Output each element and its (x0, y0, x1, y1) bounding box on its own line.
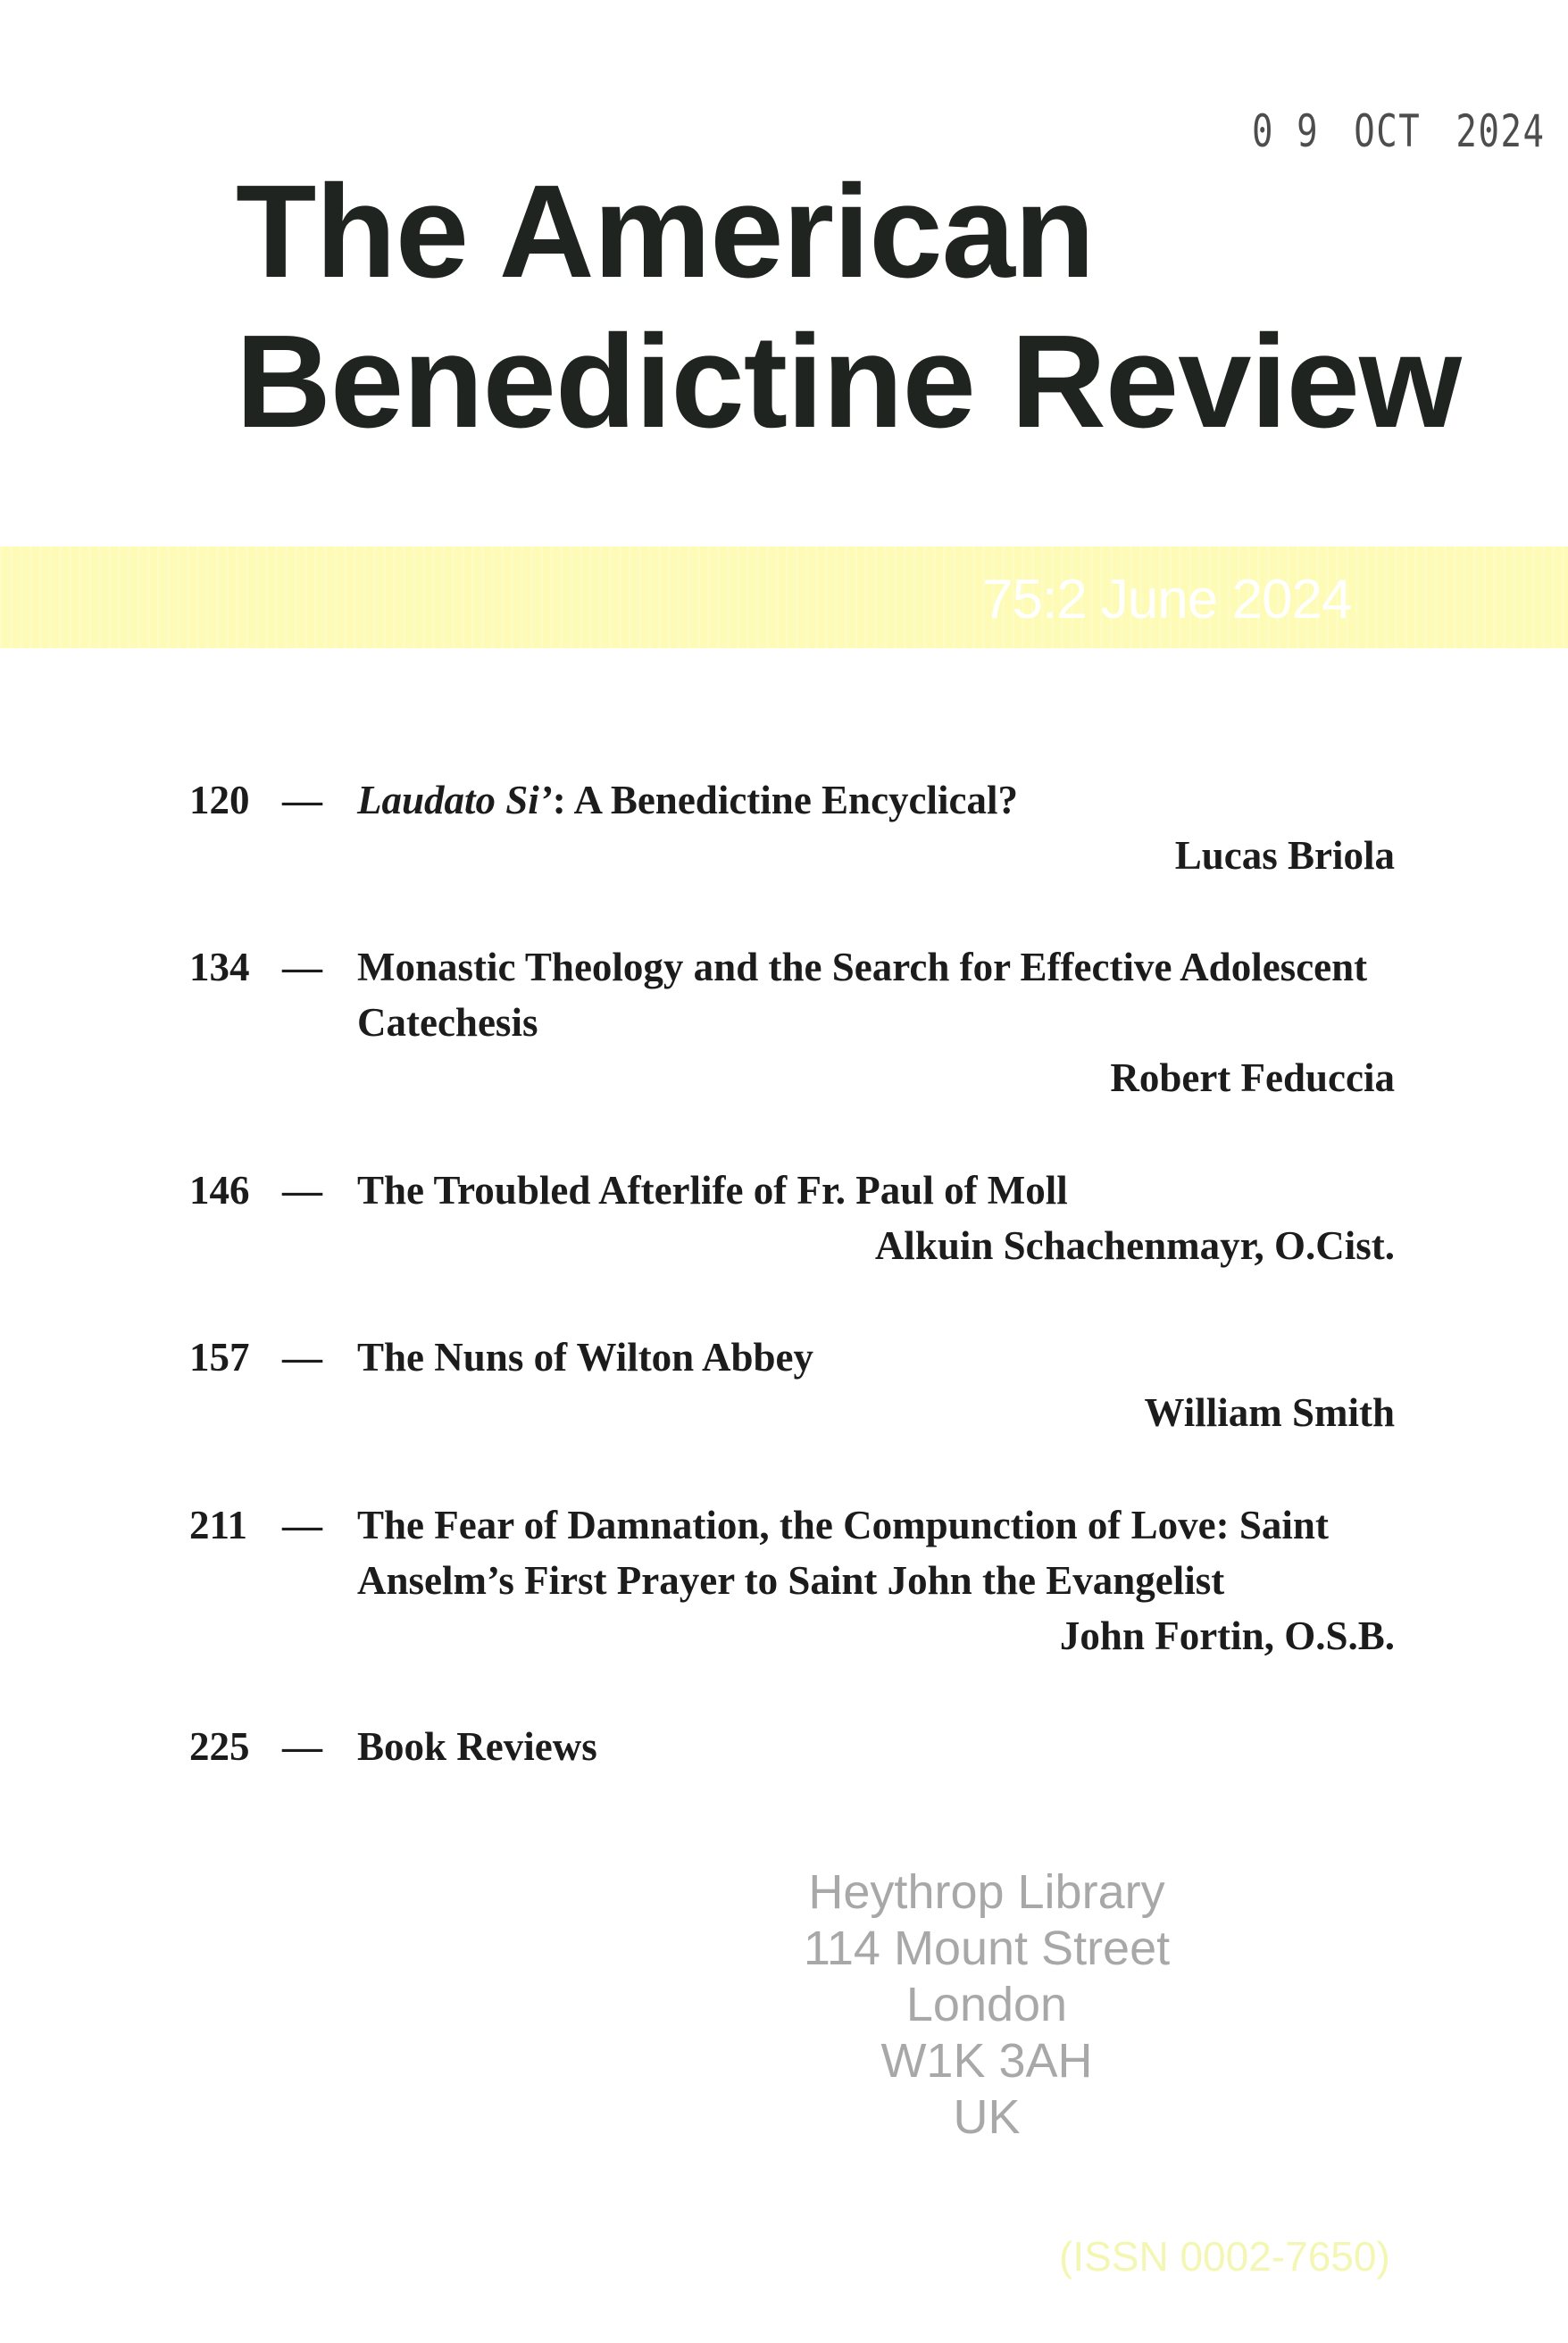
toc-dash: — (282, 1503, 322, 1547)
toc-author: Lucas Briola (1174, 833, 1395, 878)
received-date-stamp (1252, 105, 1558, 157)
toc-title-line: The Fear of Damnation, the Compunction of Love: Saint (357, 1503, 1329, 1547)
issn-label: (ISSN 0002-7650) (1059, 2233, 1390, 2280)
stamp-line: 114 Mount Street (803, 1922, 1171, 1975)
toc-article-title (357, 1497, 1411, 1608)
toc-dash: — (282, 778, 322, 822)
toc-page-number: 134 (189, 945, 250, 989)
toc-dash: — (282, 1724, 322, 1769)
toc-page-number: 157 (189, 1335, 250, 1380)
toc-title-line: Book Reviews (357, 1724, 597, 1769)
toc-article-title (357, 1330, 1411, 1385)
toc-title-line: Catechesis (357, 1000, 538, 1045)
toc-article-title (357, 1163, 1411, 1218)
toc-article-title (357, 772, 1411, 828)
date-stamp-day: 0 9 (1252, 105, 1320, 157)
date-stamp-year: 2024 (1455, 105, 1546, 157)
toc-title-line: Monastic Theology and the Search for Effective Adolescent (357, 945, 1368, 989)
stamp-line: UK (953, 2090, 1021, 2144)
library-address-stamp (719, 1864, 1255, 2146)
stamp-line: W1K 3AH (880, 2034, 1093, 2088)
date-stamp-month: OCT (1354, 105, 1422, 157)
toc-dash: — (282, 1335, 322, 1380)
toc-article-title (357, 1719, 1411, 1774)
journal-title-line-1: The American (236, 158, 1095, 305)
toc-author: John Fortin, O.S.B. (1059, 1613, 1395, 1658)
toc-author: Alkuin Schachenmayr, O.Cist. (874, 1223, 1395, 1268)
journal-title (236, 157, 1461, 457)
issue-label: 75:2 June 2024 (982, 569, 1352, 630)
toc-title-line: The Nuns of Wilton Abbey (357, 1335, 813, 1380)
toc-page-number: 120 (189, 778, 250, 822)
toc-title-line: The Troubled Afterlife of Fr. Paul of Moll (357, 1168, 1068, 1213)
stamp-line: Heythrop Library (808, 1865, 1165, 1919)
toc-author: Robert Feduccia (1110, 1055, 1395, 1100)
toc-dash: — (282, 945, 322, 989)
toc-title-italic: Laudato Si’ (357, 778, 553, 822)
toc-author: William Smith (1144, 1390, 1395, 1435)
toc-title-rest: : A Benedictine Encyclical? (552, 778, 1019, 822)
toc-dash: — (282, 1168, 322, 1213)
toc-page-number: 211 (189, 1503, 248, 1547)
toc-article-title (357, 939, 1411, 1050)
toc-page-number: 146 (189, 1168, 250, 1213)
stamp-line: London (905, 1978, 1068, 2031)
journal-title-line-2: Benedictine Review (236, 308, 1462, 455)
toc-title-line: Anselm’s First Prayer to Saint John the Evangelist (357, 1558, 1225, 1603)
toc-page-number: 225 (189, 1724, 250, 1769)
